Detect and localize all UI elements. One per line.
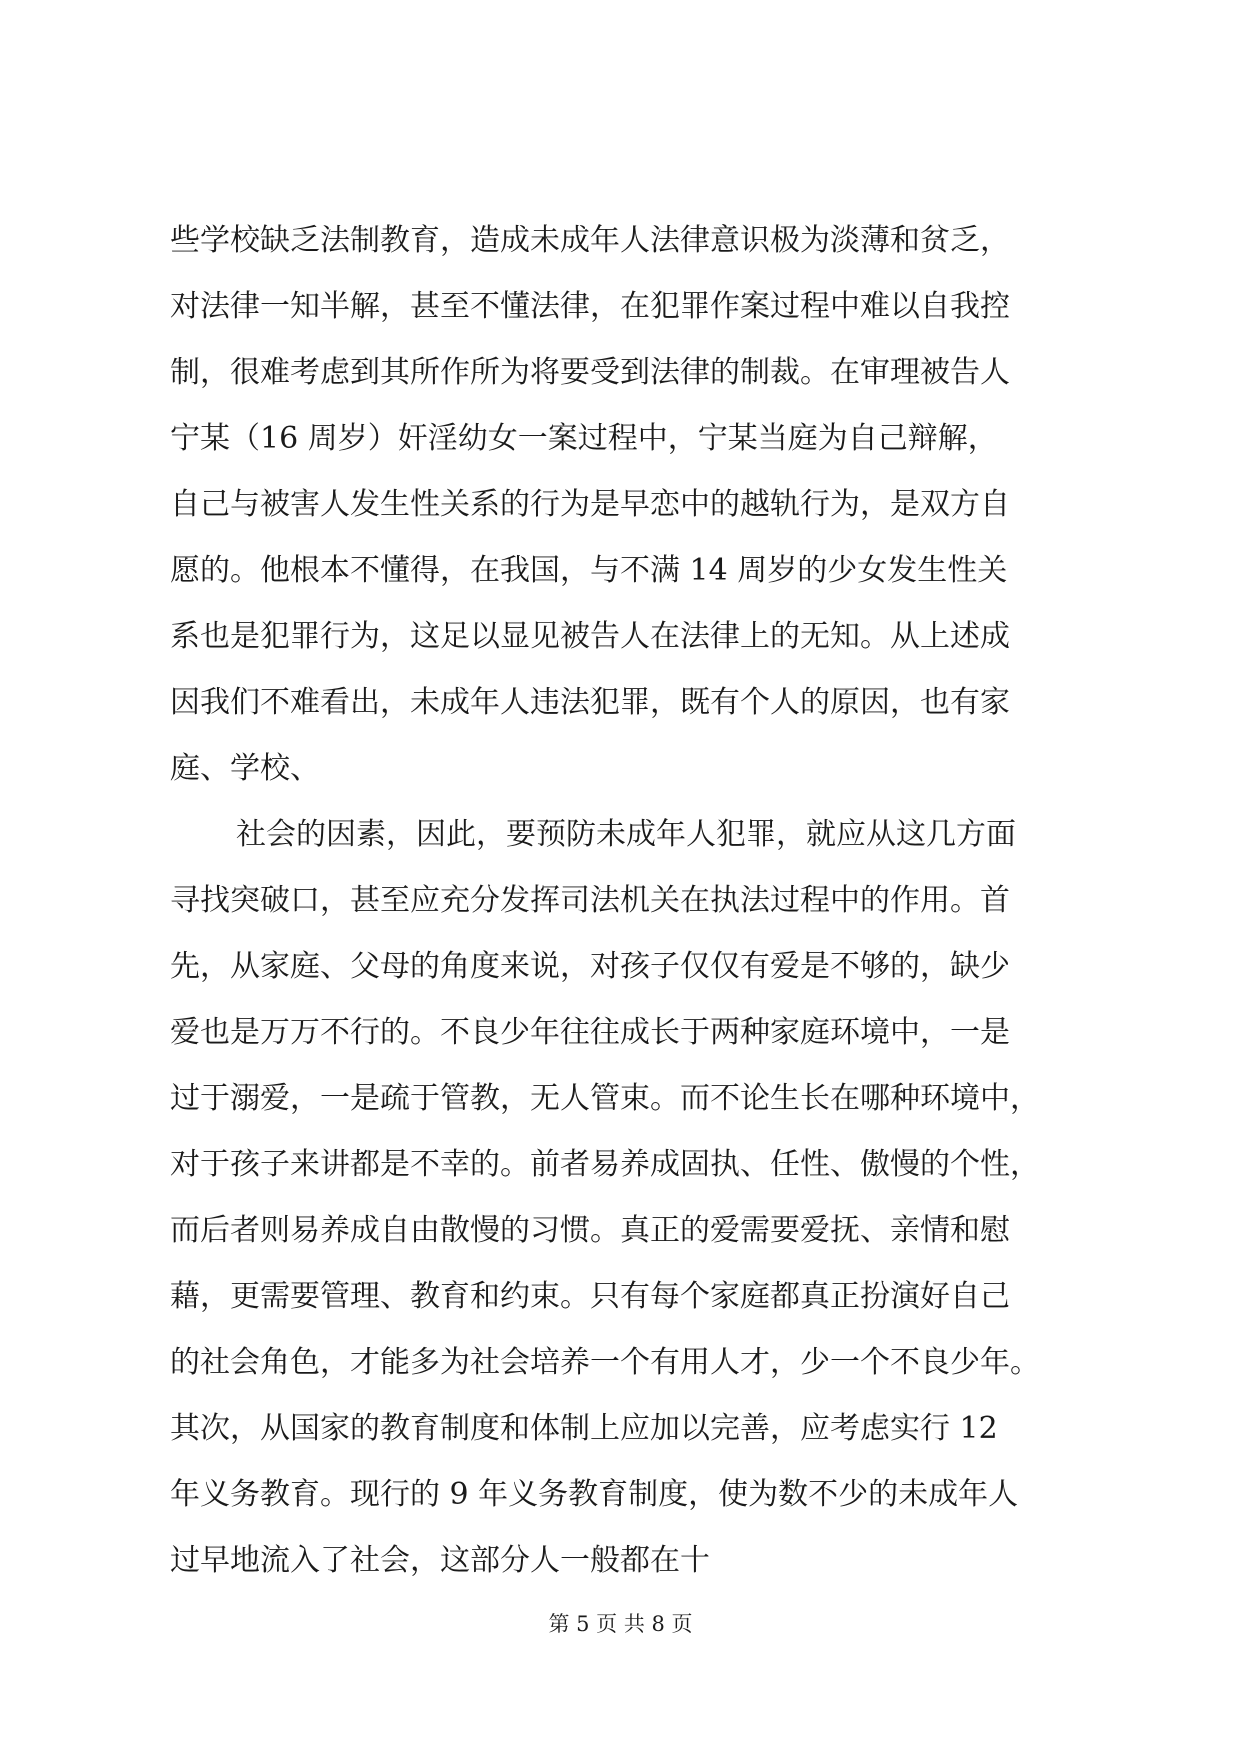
text-line: 而后者则易养成自由散慢的习惯。真正的爱需要爱抚、亲情和慰 xyxy=(170,1213,1010,1248)
text-line: 寻找突破口，甚至应充分发挥司法机关在执法过程中的作用。首 xyxy=(170,883,1010,918)
text-line: 的社会角色，才能多为社会培养一个有用人才，少一个不良少年。 xyxy=(170,1345,1040,1380)
text-line: 系也是犯罪行为，这足以显见被告人在法律上的无知。从上述成 xyxy=(170,619,1010,654)
text-line: 对法律一知半解，甚至不懂法律，在犯罪作案过程中难以自我控 xyxy=(170,289,1010,324)
page-footer xyxy=(0,1610,1241,1638)
text-line: 庭、学校、 xyxy=(170,751,320,786)
text-line: 其次，从国家的教育制度和体制上应加以完善，应考虑实行 12 xyxy=(170,1411,998,1446)
text-line: 过早地流入了社会，这部分人一般都在十 xyxy=(170,1543,710,1578)
text-line: 爱也是万万不行的。不良少年往往成长于两种家庭环境中，一是 xyxy=(170,1015,1010,1050)
paragraph-start-line: 社会的因素，因此，要预防未成年人犯罪，就应从这几方面 xyxy=(236,817,1016,852)
body-text xyxy=(170,208,1090,1594)
text-line: 过于溺爱，一是疏于管教，无人管束。而不论生长在哪种环境中， xyxy=(170,1081,1040,1116)
text-line: 自己与被害人发生性关系的行为是早恋中的越轨行为，是双方自 xyxy=(170,487,1010,522)
text-line: 宁某（16 周岁）奸淫幼女一案过程中，宁某当庭为自己辩解， xyxy=(170,421,998,456)
text-line: 年义务教育。现行的 9 年义务教育制度，使为数不少的未成年人 xyxy=(170,1477,1019,1512)
page-number: 第 5 页 共 8 页 xyxy=(548,1612,693,1636)
text-line: 藉，更需要管理、教育和约束。只有每个家庭都真正扮演好自己 xyxy=(170,1279,1010,1314)
text-line: 制，很难考虑到其所作所为将要受到法律的制裁。在审理被告人 xyxy=(170,355,1010,390)
text-line: 先，从家庭、父母的角度来说，对孩子仅仅有爱是不够的，缺少 xyxy=(170,949,1010,984)
text-line: 些学校缺乏法制教育，造成未成年人法律意识极为淡薄和贫乏， xyxy=(170,223,1010,258)
text-line: 愿的。他根本不懂得，在我国，与不满 14 周岁的少女发生性关 xyxy=(170,553,1008,588)
text-line: 对于孩子来讲都是不幸的。前者易养成固执、任性、傲慢的个性， xyxy=(170,1147,1040,1182)
text-line: 因我们不难看出，未成年人违法犯罪，既有个人的原因，也有家 xyxy=(170,685,1010,720)
